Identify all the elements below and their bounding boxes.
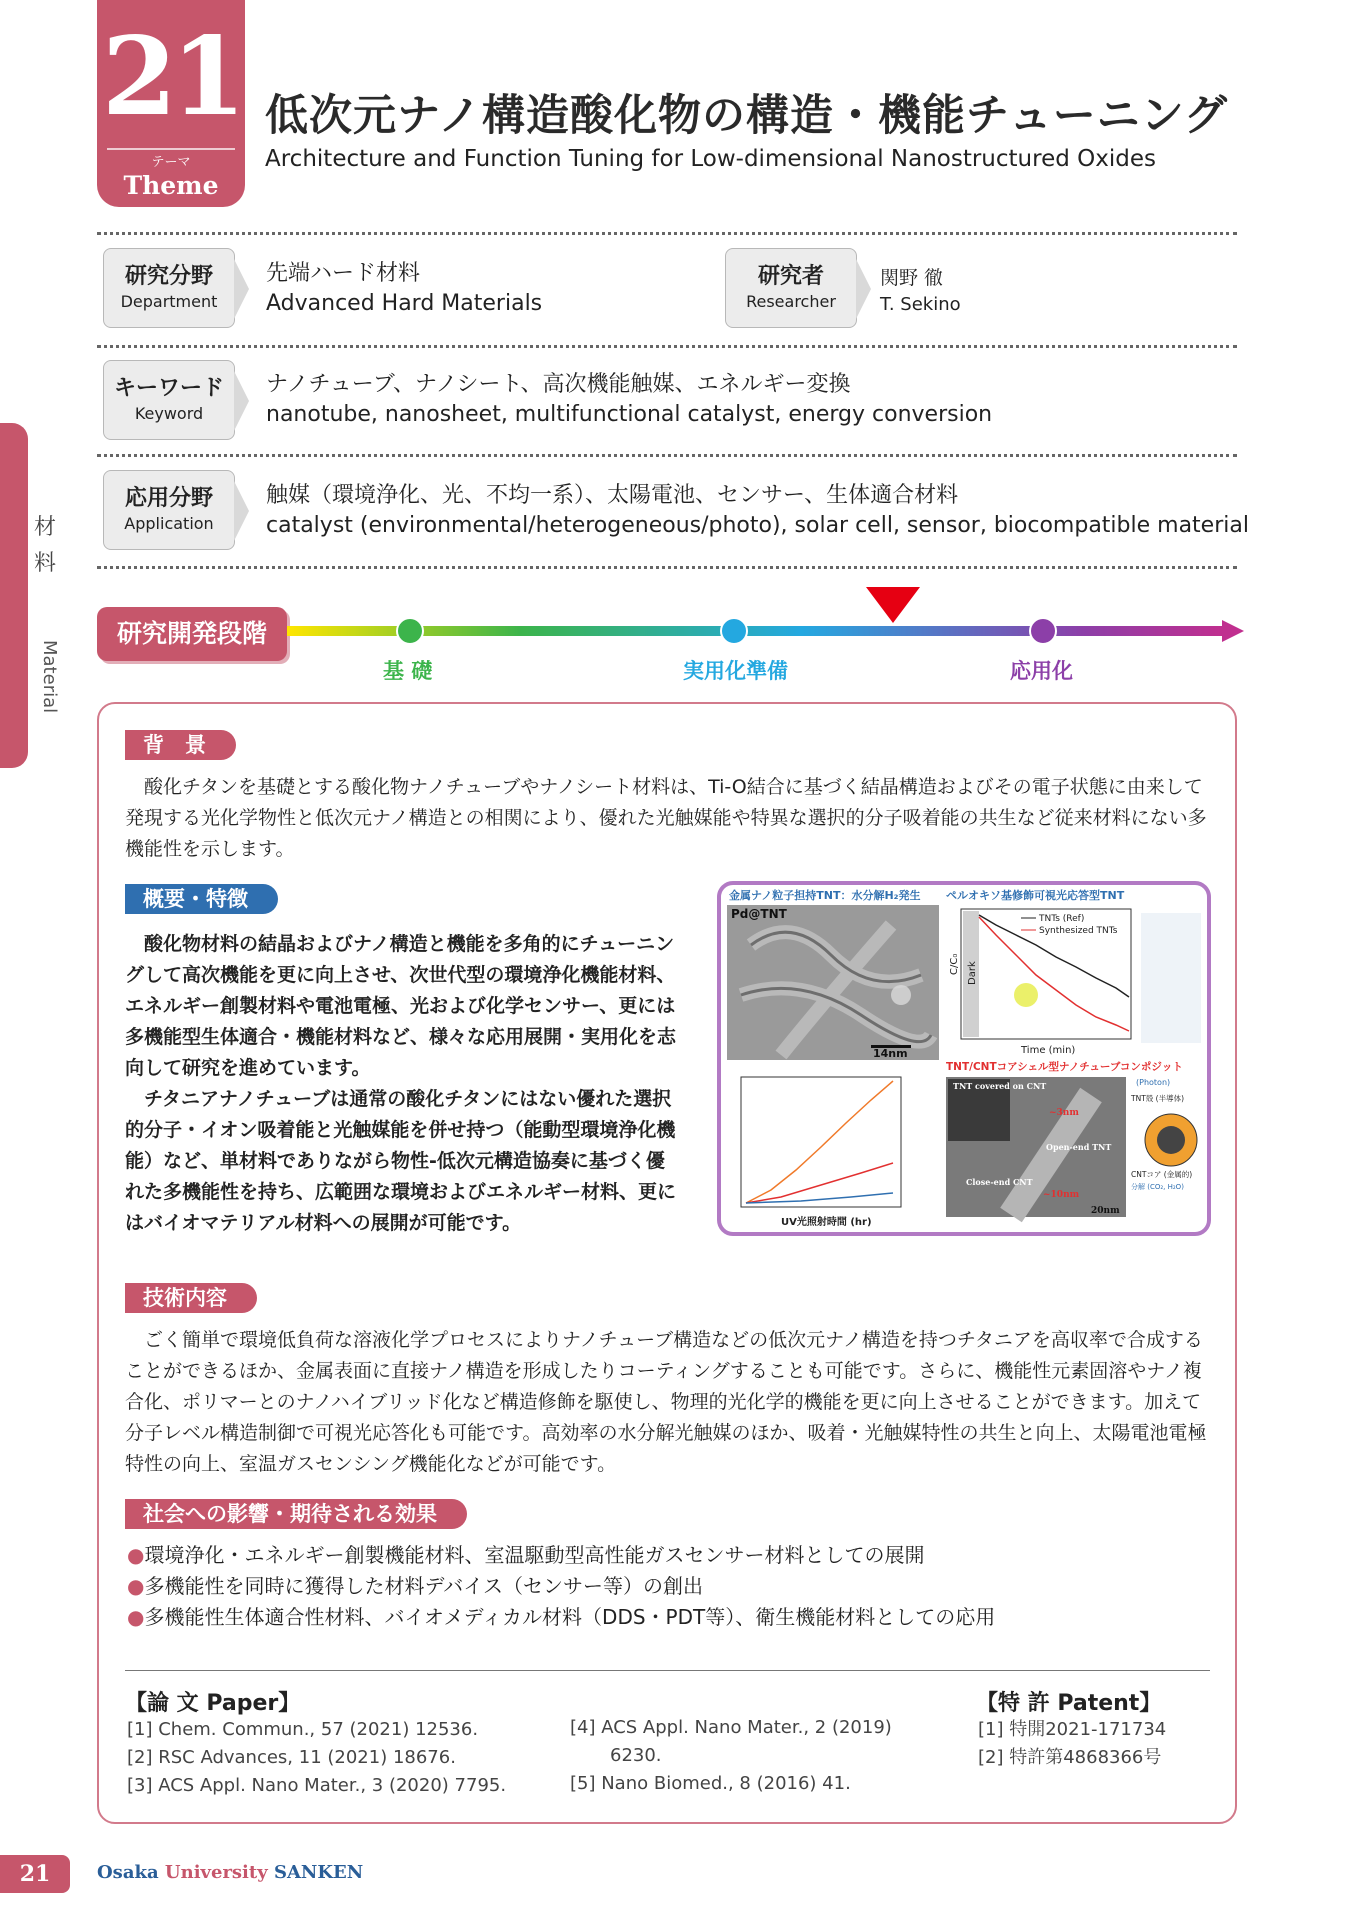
section-overview-head: 概要・特徴 xyxy=(125,884,278,914)
panel2-dark-label: Dark xyxy=(967,961,978,985)
impact-item: ●環境浄化・エネルギー創製機能材料、室温駆動型高性能ガスセンサー材料としての展開 xyxy=(127,1543,925,1567)
panel4-scale: 20nm xyxy=(1091,1206,1120,1216)
impact-item-text: 環境浄化・エネルギー創製機能材料、室温駆動型高性能ガスセンサー材料としての展開 xyxy=(144,1543,925,1567)
panel1-scale: 14nm xyxy=(873,1047,908,1060)
panel4-label-shell: TNT殻 (半導体) xyxy=(1131,1094,1185,1103)
paper-ref: [3] ACS Appl. Nano Mater., 3 (2020) 7795. xyxy=(127,1775,507,1796)
paper-ref: [2] RSC Advances, 11 (2021) 18676. xyxy=(127,1747,456,1768)
impact-item: ●多機能性生体適合性材料、バイオメディカル材料（DDS・PDT等）、衛生機能材料としての応用 xyxy=(127,1605,996,1629)
paper-ref-cont: 6230. xyxy=(610,1745,662,1766)
keyword-value-en: nanotube, nanosheet, multifunctional catalyst, energy conversion xyxy=(266,402,993,427)
patent-ref: [2] 特許第4868366号 xyxy=(978,1747,1162,1768)
panel4-label-decompose: 分解 (CO₂, H₂O) xyxy=(1131,1183,1184,1191)
application-label xyxy=(103,470,235,550)
footer-org-2: University xyxy=(164,1862,268,1883)
panel4-label-open: Open-end TNT xyxy=(1046,1142,1112,1152)
panel4-label-photon: (Photon) xyxy=(1136,1078,1171,1087)
application-label-en: Application xyxy=(124,514,214,533)
section-background-head: 背 景 xyxy=(125,730,236,760)
panel2-powder-image xyxy=(1014,983,1038,1007)
patent-ref: [1] 特開2021-171734 xyxy=(978,1719,1167,1740)
panel2-legend-ref: TNTs (Ref) xyxy=(1039,914,1085,924)
references-divider xyxy=(125,1670,1210,1671)
stage-dot-prep xyxy=(720,617,748,645)
department-label-jp: 研究分野 xyxy=(124,264,213,289)
papers-head: 【論 文 Paper】 xyxy=(125,1691,301,1716)
paper-ref: [5] Nano Biomed., 8 (2016) 41. xyxy=(570,1773,851,1794)
panel3-axes xyxy=(741,1077,901,1207)
panel2-legend-synth: Synthesized TNTs xyxy=(1039,926,1118,936)
stage-label: 研究開発段階 xyxy=(97,607,287,661)
paper-ref: [4] ACS Appl. Nano Mater., 2 (2019) xyxy=(570,1717,892,1738)
theme-tab xyxy=(97,0,245,207)
application-label-jp: 応用分野 xyxy=(124,486,213,511)
stage-arrowhead xyxy=(1222,620,1244,642)
keyword-value-jp: ナノチューブ、ナノシート、高次機能触媒、エネルギー変換 xyxy=(266,372,851,397)
panel1-title: 金属ナノ粒子担持TNT：水分解H₂発生 xyxy=(729,889,921,902)
footer-org-3: SANKEN xyxy=(273,1862,364,1883)
figure-svg xyxy=(721,885,1207,1232)
panel2-xlabel: Time (min) xyxy=(1021,1045,1076,1056)
keyword-label-en: Keyword xyxy=(134,404,204,423)
theme-number: 21 xyxy=(101,14,241,140)
overview-text-2: チタニアナノチューブは通常の酸化チタンにはない優れた選択的分子・イオン吸着能と光触媒能を併せ持つ（能動型環境浄化機能）など、単材料でありながら物性-低次元構造協奏に基づく優れた多機能性を持ち、広範囲な環境およびエネルギー材料、更にはバイオマテリアル材料への展開が可能です。 xyxy=(125,1088,677,1234)
stage-step-applied: 応用化 xyxy=(1010,659,1073,683)
section-technology-head: 技術内容 xyxy=(125,1283,257,1313)
paper-ref: [1] Chem. Commun., 57 (2021) 12536. xyxy=(127,1719,479,1740)
side-category-en xyxy=(20,600,68,730)
divider xyxy=(97,454,1237,457)
panel2-ylabel: C/C₀ xyxy=(949,953,960,975)
department-value-jp: 先端ハード材料 xyxy=(266,261,421,286)
keyword-label-jp: キーワード xyxy=(113,376,224,401)
researcher-label-en: Researcher xyxy=(746,292,836,311)
impact-item-text: 多機能性生体適合性材料、バイオメディカル材料（DDS・PDT等）、衛生機能材料としての応用 xyxy=(144,1605,996,1629)
panel4-label-3nm: ~3nm xyxy=(1049,1108,1079,1118)
page-title: 低次元ナノ構造酸化物の構造・機能チューニング xyxy=(265,91,1228,141)
panel1-sample: Pd@TNT xyxy=(731,907,787,921)
department-label-en: Department xyxy=(120,292,218,311)
theme-label-jp: テーマ xyxy=(151,155,191,170)
footer-org xyxy=(97,1862,363,1883)
department-value-en: Advanced Hard Materials xyxy=(266,291,543,316)
patents-head: 【特 許 Patent】 xyxy=(976,1691,1162,1716)
researcher-value-jp: 関野 徹 xyxy=(880,267,944,289)
stage-marker xyxy=(866,587,920,623)
content-box xyxy=(97,702,1237,1824)
application-value-en: catalyst (environmental/heterogeneous/photo), solar cell, sensor, biocompatible material xyxy=(266,513,1249,538)
technology-text: ごく簡単で環境低負荷な溶液化学プロセスによりナノチューブ構造などの低次元ナノ構造を持つチタニアを高収率で合成することができるほか、金属表面に直接ナノ構造を形成したりコーティングすることも可能です。さらに、機能性元素固溶やナノ複合化、ポリマーとのナノハイブリッド化など構造修飾を駆使し、物理的光化学的機能を更に向上させることができます。加えて分子レベル構造制御で可視光応答化も可能です。高効率の水分解光触媒のほか、吸着・光触媒特性の共生と向上、太陽電池電極特性の向上、室温ガスセンシング機能化などが可能です。 xyxy=(125,1329,1207,1475)
page-number: 21 xyxy=(0,1855,70,1893)
section-impact-head: 社会への影響・期待される効果 xyxy=(125,1499,467,1529)
stage-dot-basic xyxy=(396,617,424,645)
stage-dot-applied xyxy=(1029,617,1057,645)
background-text: 酸化チタンを基礎とする酸化物ナノチューブやナノシート材料は、Ti-O結合に基づく結晶構造およびその電子状態に由来して発現する光化学物性と低次元ナノ構造との相関により、優れた光触媒能や特異な選択的分子吸着能の共生など従来材料にない多機能性を示します。 xyxy=(125,776,1207,860)
divider xyxy=(97,345,1237,348)
page-subtitle: Architecture and Function Tuning for Low-dimensional Nanostructured Oxides xyxy=(265,146,1156,172)
stage-bar xyxy=(287,626,1222,636)
application-value-jp: 触媒（環境浄化、光、不均一系）、太陽電池、センサー、生体適合材料 xyxy=(266,483,959,508)
panel4-label-covered: TNT covered on CNT xyxy=(953,1081,1047,1091)
researcher-label xyxy=(725,248,857,328)
side-category-jp xyxy=(34,510,56,582)
impact-item: ●多機能性を同時に獲得した材料デバイス（センサー等）の創出 xyxy=(127,1574,704,1598)
researcher-value-en: T. Sekino xyxy=(880,294,961,315)
panel3-series-b xyxy=(746,1163,893,1203)
keyword-label xyxy=(103,360,235,440)
theme-label-en: Theme xyxy=(123,171,219,200)
side-category-char: 材 xyxy=(34,515,57,540)
panel2-title: ペルオキソ基修飾可視光応答型TNT xyxy=(946,889,1125,902)
divider xyxy=(97,566,1237,569)
side-category-en-text: Material xyxy=(39,640,60,714)
theme-label xyxy=(107,148,235,200)
research-figure xyxy=(717,881,1211,1236)
panel4-label-10nm: ~10nm xyxy=(1043,1190,1080,1200)
panel4-label-core: CNTコア (金属的) xyxy=(1131,1170,1193,1179)
panel4-label-closed: Close-end CNT xyxy=(966,1177,1033,1187)
stage-step-prep: 実用化準備 xyxy=(683,659,788,683)
overview-text-1: 酸化物材料の結晶およびナノ構造と機能を多角的にチューニングして高次機能を更に向上させ、次世代型の環境浄化機能材料、エネルギー創製材料や電池電極、光および化学センサー、更には多機能型生体適合・機能材料など、様々な応用展開・実用化を志向して研究を進めています。 xyxy=(125,933,677,1079)
divider xyxy=(97,232,1237,235)
footer-org-1: Osaka xyxy=(97,1862,159,1883)
researcher-label-jp: 研究者 xyxy=(757,264,824,289)
stage-step-basic: 基 礎 xyxy=(383,659,433,683)
panel2-structure-image xyxy=(1141,913,1201,1043)
panel4-title: TNT/CNTコアシェル型ナノチューブコンポジット xyxy=(946,1061,1183,1073)
panel3-xlabel: UV光照射時間 (hr) xyxy=(781,1217,872,1228)
impact-item-text: 多機能性を同時に獲得した材料デバイス（センサー等）の創出 xyxy=(144,1574,704,1598)
side-category-char: 料 xyxy=(34,551,57,576)
department-label xyxy=(103,248,235,328)
panel3-series-c xyxy=(746,1193,893,1203)
